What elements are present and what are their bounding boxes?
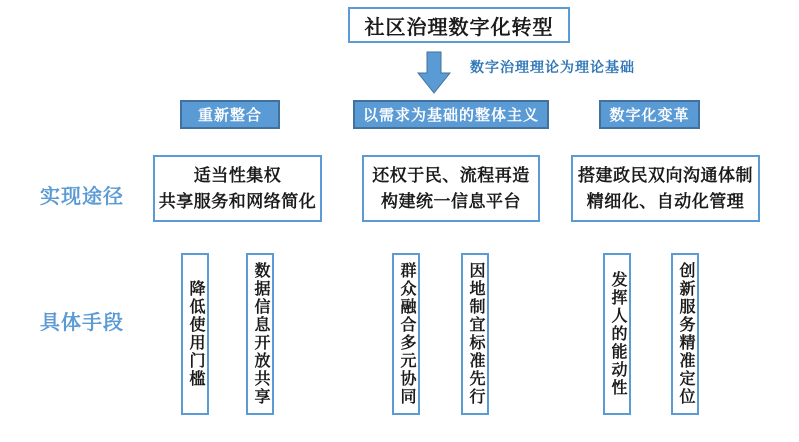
- column-header-label: 数字化变革: [609, 108, 690, 124]
- method-label: 发挥人的能动性: [609, 271, 626, 397]
- approach-line: 适当性集权: [193, 165, 282, 185]
- arrow-annotation: 数字治理理论为理论基础: [470, 61, 635, 76]
- method-box-col3-b: [671, 253, 699, 415]
- approach-line: 精细化、自动化管理: [586, 192, 745, 212]
- method-box-col3-a: [603, 253, 631, 415]
- column-header-reintegration: [180, 100, 280, 129]
- method-label: 群众融合多元协同: [398, 262, 415, 406]
- method-label: 创新服务精准定位: [677, 262, 694, 406]
- row-label-approaches: 实现途径: [40, 186, 124, 208]
- method-box-col1-b: [246, 253, 274, 415]
- approach-box-col1: [153, 155, 322, 222]
- down-arrow-icon: [417, 51, 451, 94]
- column-header-needs-based-holism: [353, 100, 549, 129]
- approach-line: 共享服务和网络简化: [158, 192, 317, 212]
- approach-line: 还权于民、流程再造: [372, 165, 530, 185]
- row-label-methods: 具体手段: [40, 312, 124, 334]
- approach-box-col2: [362, 155, 540, 222]
- method-box-col2-a: [392, 253, 420, 415]
- method-label: 降低使用门槛: [187, 280, 204, 388]
- method-box-col1-a: [181, 253, 209, 415]
- approach-line: 构建统一信息平台: [381, 192, 521, 212]
- method-label: 数据信息开放共享: [252, 262, 269, 406]
- method-label: 因地制宜标准先行: [467, 262, 484, 406]
- root-node-box: [348, 7, 570, 43]
- approach-line: 搭建政民双向沟通体制: [578, 165, 753, 185]
- method-box-col2-b: [461, 253, 489, 415]
- column-header-digital-change: [599, 100, 700, 129]
- root-node-label: 社区治理数字化转型: [364, 16, 554, 39]
- column-header-label: 以需求为基础的整体主义: [362, 108, 539, 124]
- column-header-label: 重新整合: [197, 108, 262, 124]
- approach-box-col3: [571, 155, 760, 222]
